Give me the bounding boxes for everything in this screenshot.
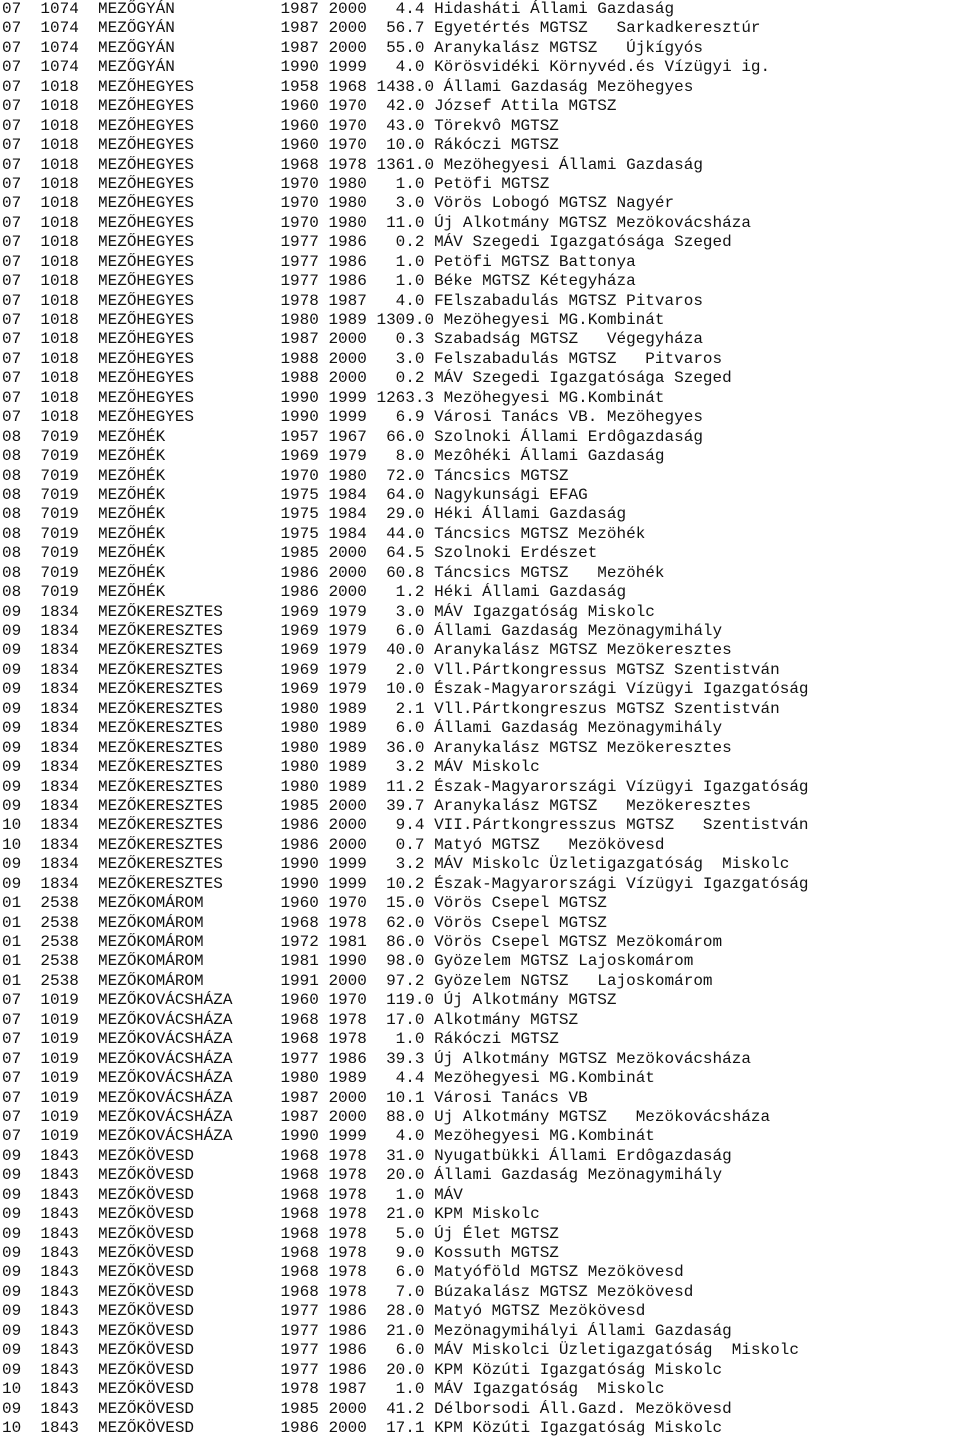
record-row: 07 1018 MEZŐHEGYES 1990 1999 1263.3 Mezöhegyesi MG.Kombinát — [2, 388, 665, 407]
record-row: 09 1843 MEZŐKÖVESD 1977 1986 6.0 MÁV Miskolci Üzletigazgatóság Miskolc — [2, 1341, 799, 1360]
record-row: 07 1019 MEZŐKOVÁCSHÁZA 1977 1986 39.3 Új Alkotmány MGTSZ Mezökovácsháza — [2, 1049, 751, 1068]
record-row: 09 1843 MEZŐKÖVESD 1977 1986 28.0 Matyó MGTSZ Mezökövesd — [2, 1302, 646, 1321]
record-row: 07 1074 MEZŐGYÁN 1987 2000 55.0 Aranykalász MGTSZ Újkígyós — [2, 38, 703, 57]
record-row: 09 1834 MEZŐKERESZTES 1969 1979 2.0 Vll.Pártkongressus MGTSZ Szentistván — [2, 660, 780, 679]
record-row: 07 1018 MEZŐHEGYES 1960 1970 43.0 Törekvô MGTSZ — [2, 116, 559, 135]
record-row: 07 1019 MEZŐKOVÁCSHÁZA 1987 2000 10.1 Városi Tanács VB — [2, 1088, 588, 1107]
record-row: 07 1019 MEZŐKOVÁCSHÁZA 1960 1970 119.0 Új Alkotmány MGTSZ — [2, 991, 617, 1010]
record-row: 10 1834 MEZŐKERESZTES 1986 2000 9.4 VII.Pártkongresszus MGTSZ Szentistván — [2, 816, 809, 835]
record-row: 01 2538 MEZŐKOMÁROM 1960 1970 15.0 Vörös Csepel MGTSZ — [2, 894, 607, 913]
record-row: 07 1018 MEZŐHEGYES 1960 1970 10.0 Rákóczi MGTSZ — [2, 136, 559, 155]
record-row: 01 2538 MEZŐKOMÁROM 1991 2000 97.2 Gyözelem NGTSZ Lajoskomárom — [2, 971, 713, 990]
record-row: 09 1834 MEZŐKERESZTES 1969 1979 6.0 Állami Gazdaság Mezönagymihály — [2, 622, 723, 640]
record-row: 07 1019 MEZŐKOVÁCSHÁZA 1980 1989 4.4 Mezöhegyesi MG.Kombinát — [2, 1069, 655, 1088]
record-row: 09 1843 MEZŐKÖVESD 1968 1978 5.0 Új Élet MGTSZ — [2, 1224, 559, 1243]
record-row: 08 7019 MEZŐHÉK 1975 1984 29.0 Héki Állami Gazdaság — [2, 505, 627, 524]
record-row: 07 1074 MEZŐGYÁN 1990 1999 4.0 Körösvidéki Környvéd.és Vízügyi ig. — [2, 58, 771, 77]
record-row: 07 1018 MEZŐHEGYES 1970 1980 3.0 Vörös Lobogó MGTSZ Nagyér — [2, 194, 675, 213]
record-row: 09 1843 MEZŐKÖVESD 1977 1986 20.0 KPM Közúti Igazgatóság Miskolc — [2, 1360, 723, 1379]
record-row: 09 1834 MEZŐKERESZTES 1980 1989 36.0 Aranykalász MGTSZ Mezökeresztes — [2, 738, 732, 757]
record-row: 09 1834 MEZŐKERESZTES 1969 1979 3.0 MÁV Igazgatóság Miskolc — [2, 602, 655, 621]
record-row: 07 1019 MEZŐKOVÁCSHÁZA 1990 1999 4.0 Mezöhegyesi MG.Kombinát — [2, 1127, 655, 1146]
record-row: 07 1018 MEZŐHEGYES 1960 1970 42.0 József Attila MGTSZ — [2, 97, 617, 116]
record-row: 09 1834 MEZŐKERESZTES 1980 1989 6.0 Állami Gazdaság Mezönagymihály — [2, 719, 723, 738]
record-row: 10 1843 MEZŐKÖVESD 1978 1987 1.0 MÁV Igazgatóság Miskolc — [2, 1380, 665, 1399]
record-row: 10 1843 MEZŐKÖVESD 1986 2000 17.1 KPM Közúti Igazgatóság Miskolc — [2, 1418, 723, 1437]
record-row: 07 1018 MEZŐHEGYES 1978 1987 4.0 FElszabadulás MGTSZ Pitvaros — [2, 291, 703, 310]
record-row: 08 7019 MEZŐHÉK 1985 2000 64.5 Szolnoki Erdészet — [2, 544, 598, 563]
record-row: 09 1834 MEZŐKERESZTES 1980 1989 3.2 MÁV Miskolc — [2, 758, 540, 777]
record-row: 09 1843 MEZŐKÖVESD 1968 1978 20.0 Állami Gazdaság Mezönagymihály — [2, 1166, 723, 1185]
record-row: 07 1018 MEZŐHEGYES 1990 1999 6.9 Városi Tanács VB. Mezöhegyes — [2, 408, 703, 427]
record-row: 07 1018 MEZŐHEGYES 1968 1978 1361.0 Mezöhegyesi Állami Gazdaság — [2, 155, 703, 174]
record-row: 07 1018 MEZŐHEGYES 1987 2000 0.3 Szabadság MGTSZ Végegyháza — [2, 330, 703, 349]
record-row: 01 2538 MEZŐKOMÁROM 1981 1990 98.0 Gyözelem MGTSZ Lajoskomárom — [2, 952, 694, 971]
record-row: 07 1018 MEZŐHEGYES 1977 1986 0.2 MÁV Szegedi Igazgatósága Szeged — [2, 233, 732, 252]
record-row: 07 1018 MEZŐHEGYES 1988 2000 3.0 Felszabadulás MGTSZ Pitvaros — [2, 349, 723, 368]
record-row: 08 7019 MEZŐHÉK 1986 2000 60.8 Táncsics MGTSZ Mezöhék — [2, 563, 665, 582]
record-row: 07 1074 MEZŐGYÁN 1987 2000 4.4 Hidasháti Állami Gazdaság — [2, 0, 675, 18]
record-row: 10 1834 MEZŐKERESZTES 1986 2000 0.7 Matyó MGTSZ Mezökövesd — [2, 835, 665, 854]
record-row: 08 7019 MEZŐHÉK 1975 1984 64.0 Nagykunsági EFAG — [2, 485, 588, 504]
record-row: 09 1834 MEZŐKERESZTES 1980 1989 2.1 Vll.Pártkongreszus MGTSZ Szentistván — [2, 699, 780, 718]
document-listing — [2, 0, 958, 1438]
record-row: 07 1018 MEZŐHEGYES 1977 1986 1.0 Béke MGTSZ Kétegyháza — [2, 272, 636, 291]
record-row: 09 1834 MEZŐKERESZTES 1990 1999 10.2 Észak-Magyarországi Vízügyi Igazgatóság — [2, 874, 809, 893]
record-row: 01 2538 MEZŐKOMÁROM 1968 1978 62.0 Vörös Csepel MGTSZ — [2, 913, 607, 932]
record-row: 07 1074 MEZŐGYÁN 1987 2000 56.7 Egyetértés MGTSZ Sarkadkeresztúr — [2, 19, 761, 38]
record-row: 07 1018 MEZŐHEGYES 1988 2000 0.2 MÁV Szegedi Igazgatósága Szeged — [2, 369, 732, 388]
record-row: 01 2538 MEZŐKOMÁROM 1972 1981 86.0 Vörös Csepel MGTSZ Mezökomárom — [2, 933, 723, 951]
record-row: 08 7019 MEZŐHÉK 1970 1980 72.0 Táncsics MGTSZ — [2, 466, 569, 485]
record-row: 09 1843 MEZŐKÖVESD 1968 1978 31.0 Nyugatbükki Állami Erdôgazdaság — [2, 1146, 732, 1165]
record-row: 07 1018 MEZŐHEGYES 1980 1989 1309.0 Mezöhegyesi MG.Kombinát — [2, 311, 665, 329]
record-row: 09 1843 MEZŐKÖVESD 1968 1978 7.0 Búzakalász MGTSZ Mezökövesd — [2, 1282, 694, 1301]
record-row: 09 1843 MEZŐKÖVESD 1977 1986 21.0 Mezönagymihályi Állami Gazdaság — [2, 1321, 732, 1340]
record-row: 09 1843 MEZŐKÖVESD 1968 1978 1.0 MÁV — [2, 1185, 463, 1204]
record-row: 09 1834 MEZŐKERESZTES 1985 2000 39.7 Aranykalász MGTSZ Mezökeresztes — [2, 796, 751, 815]
record-row: 07 1018 MEZŐHEGYES 1958 1968 1438.0 Állami Gazdaság Mezöhegyes — [2, 77, 694, 96]
record-row: 07 1019 MEZŐKOVÁCSHÁZA 1968 1978 1.0 Rákóczi MGTSZ — [2, 1030, 559, 1049]
record-row: 09 1843 MEZŐKÖVESD 1968 1978 21.0 KPM Miskolc — [2, 1205, 540, 1224]
record-row: 08 7019 MEZŐHÉK 1986 2000 1.2 Héki Állami Gazdaság — [2, 583, 627, 602]
record-row: 07 1018 MEZŐHEGYES 1970 1980 11.0 Új Alkotmány MGTSZ Mezökovácsháza — [2, 213, 751, 232]
record-row: 07 1019 MEZŐKOVÁCSHÁZA 1987 2000 88.0 Uj Alkotmány MGTSZ Mezökovácsháza — [2, 1107, 771, 1126]
record-row: 09 1834 MEZŐKERESZTES 1990 1999 3.2 MÁV Miskolc Üzletigazgatóság Miskolc — [2, 855, 790, 874]
record-row: 09 1834 MEZŐKERESZTES 1969 1979 10.0 Észak-Magyarországi Vízügyi Igazgatóság — [2, 680, 809, 699]
record-row: 09 1834 MEZŐKERESZTES 1980 1989 11.2 Észak-Magyarországi Vízügyi Igazgatóság — [2, 777, 809, 796]
record-row: 07 1018 MEZŐHEGYES 1977 1986 1.0 Petöfi MGTSZ Battonya — [2, 252, 636, 271]
record-row: 07 1018 MEZŐHEGYES 1970 1980 1.0 Petöfi MGTSZ — [2, 174, 550, 193]
record-row: 08 7019 MEZŐHÉK 1957 1967 66.0 Szolnoki Állami Erdôgazdaság — [2, 427, 703, 446]
record-row: 09 1834 MEZŐKERESZTES 1969 1979 40.0 Aranykalász MGTSZ Mezökeresztes — [2, 641, 732, 660]
record-row: 08 7019 MEZŐHÉK 1975 1984 44.0 Táncsics MGTSZ Mezöhék — [2, 524, 646, 543]
record-row: 09 1843 MEZŐKÖVESD 1985 2000 41.2 Délborsodi Áll.Gazd. Mezökövesd — [2, 1399, 732, 1418]
record-row: 09 1843 MEZŐKÖVESD 1968 1978 9.0 Kossuth MGTSZ — [2, 1244, 559, 1262]
record-row: 09 1843 MEZŐKÖVESD 1968 1978 6.0 Matyóföld MGTSZ Mezökövesd — [2, 1263, 684, 1282]
record-row: 08 7019 MEZŐHÉK 1969 1979 8.0 Mezôhéki Állami Gazdaság — [2, 447, 665, 466]
record-row: 07 1019 MEZŐKOVÁCSHÁZA 1968 1978 17.0 Alkotmány MGTSZ — [2, 1010, 579, 1029]
